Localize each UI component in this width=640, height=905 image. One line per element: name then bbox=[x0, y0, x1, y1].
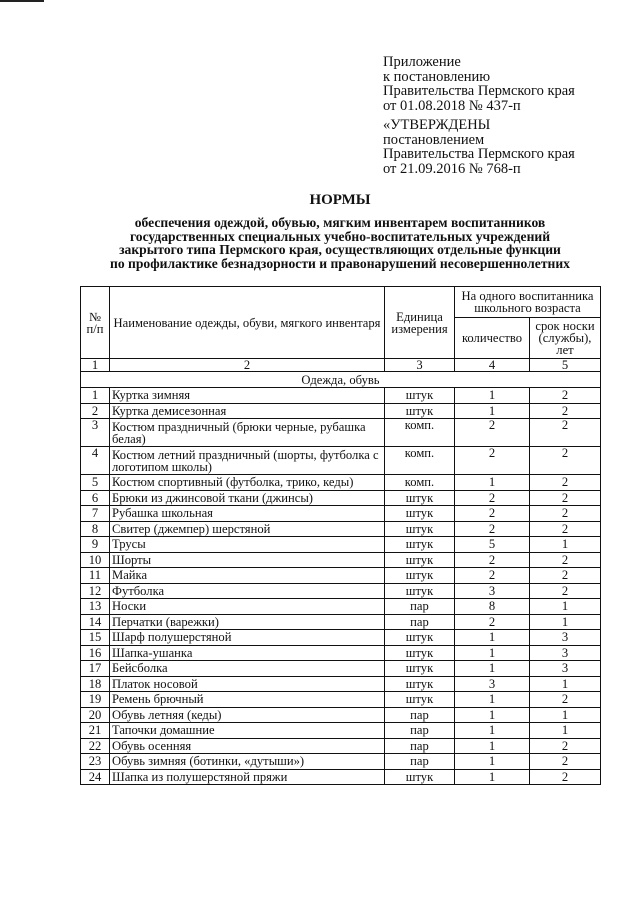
approved-line: Правительства Пермского края bbox=[383, 146, 575, 162]
table-row bbox=[81, 447, 601, 475]
table-row bbox=[81, 568, 601, 584]
table-row bbox=[81, 676, 601, 692]
row-num: 15 bbox=[81, 630, 110, 646]
table-row bbox=[81, 661, 601, 677]
section-title: Одежда, обувь bbox=[81, 372, 601, 388]
row-term: 2 bbox=[530, 692, 601, 708]
norms-table bbox=[80, 286, 601, 785]
row-unit: штук bbox=[385, 537, 455, 553]
column-number: 1 bbox=[81, 359, 110, 372]
row-term: 2 bbox=[530, 475, 601, 491]
row-term: 3 bbox=[530, 661, 601, 677]
annex-line: к постановлению bbox=[383, 68, 491, 85]
row-name: Майка bbox=[110, 568, 385, 584]
table-row bbox=[81, 388, 601, 404]
table-row bbox=[81, 583, 601, 599]
column-numbers-row bbox=[81, 359, 601, 372]
row-qty: 1 bbox=[455, 475, 530, 491]
row-num: 16 bbox=[81, 645, 110, 661]
row-term: 1 bbox=[530, 614, 601, 630]
row-term: 2 bbox=[530, 521, 601, 537]
row-name: Шапка-ушанка bbox=[110, 645, 385, 661]
row-num: 11 bbox=[81, 568, 110, 584]
table-row bbox=[81, 490, 601, 506]
row-qty: 1 bbox=[455, 403, 530, 419]
row-name: Куртка демисезонная bbox=[110, 403, 385, 419]
row-name: Тапочки домашние bbox=[110, 723, 385, 739]
annex-block bbox=[383, 55, 633, 113]
row-qty: 1 bbox=[455, 692, 530, 708]
table-row bbox=[81, 537, 601, 553]
column-number: 4 bbox=[455, 359, 530, 372]
approved-line: от 21.09.2016 № 768-п bbox=[383, 160, 521, 177]
row-unit: штук bbox=[385, 388, 455, 404]
row-qty: 1 bbox=[455, 723, 530, 739]
row-unit: штук bbox=[385, 630, 455, 646]
row-unit: штук bbox=[385, 490, 455, 506]
row-name: Носки bbox=[110, 599, 385, 615]
annex-line: Приложение bbox=[383, 54, 461, 70]
row-num: 6 bbox=[81, 490, 110, 506]
row-num: 3 bbox=[81, 419, 110, 447]
row-term: 2 bbox=[530, 583, 601, 599]
row-name: Шарф полушерстяной bbox=[110, 630, 385, 646]
row-qty: 1 bbox=[455, 630, 530, 646]
row-num: 17 bbox=[81, 661, 110, 677]
row-term: 2 bbox=[530, 738, 601, 754]
row-unit: пар bbox=[385, 723, 455, 739]
table-row bbox=[81, 614, 601, 630]
row-num: 5 bbox=[81, 475, 110, 491]
header-name: Наименование одежды, обуви, мягкого инвентаря bbox=[110, 287, 385, 359]
row-qty: 1 bbox=[455, 388, 530, 404]
row-qty: 1 bbox=[455, 661, 530, 677]
table-row bbox=[81, 419, 601, 447]
row-num: 24 bbox=[81, 769, 110, 785]
row-qty: 8 bbox=[455, 599, 530, 615]
row-term: 2 bbox=[530, 490, 601, 506]
row-name: Куртка зимняя bbox=[110, 388, 385, 404]
table-row bbox=[81, 506, 601, 522]
header-num: № п/п bbox=[81, 287, 110, 359]
row-term: 2 bbox=[530, 447, 601, 475]
row-name: Ремень брючный bbox=[110, 692, 385, 708]
row-unit: пар bbox=[385, 707, 455, 723]
row-name: Костюм спортивный (футболка, трико, кеды) bbox=[110, 475, 385, 491]
header-qty: количество bbox=[455, 318, 530, 359]
row-unit: штук bbox=[385, 769, 455, 785]
row-qty: 1 bbox=[455, 738, 530, 754]
approved-line: постановлением bbox=[383, 131, 485, 148]
row-name: Свитер (джемпер) шерстяной bbox=[110, 521, 385, 537]
row-unit: пар bbox=[385, 754, 455, 770]
row-qty: 1 bbox=[455, 769, 530, 785]
row-unit: штук bbox=[385, 506, 455, 522]
row-name: Бейсболка bbox=[110, 661, 385, 677]
row-term: 2 bbox=[530, 754, 601, 770]
row-qty: 1 bbox=[455, 645, 530, 661]
row-unit: штук bbox=[385, 676, 455, 692]
table-row bbox=[81, 723, 601, 739]
row-qty: 5 bbox=[455, 537, 530, 553]
row-term: 1 bbox=[530, 707, 601, 723]
table-row bbox=[81, 630, 601, 646]
annex-line: от 01.08.2018 № 437-п bbox=[383, 97, 521, 114]
row-unit: штук bbox=[385, 692, 455, 708]
column-number: 3 bbox=[385, 359, 455, 372]
row-unit: штук bbox=[385, 645, 455, 661]
header-group: На одного воспитанника школьного возраста bbox=[455, 287, 601, 318]
top-edge-line bbox=[0, 0, 44, 2]
row-unit: пар bbox=[385, 738, 455, 754]
row-unit: штук bbox=[385, 552, 455, 568]
row-qty: 2 bbox=[455, 447, 530, 475]
row-num: 22 bbox=[81, 738, 110, 754]
approved-line: «УТВЕРЖДЕНЫ bbox=[383, 117, 491, 133]
row-qty: 2 bbox=[455, 521, 530, 537]
row-unit: комп. bbox=[385, 447, 455, 475]
row-num: 21 bbox=[81, 723, 110, 739]
row-qty: 1 bbox=[455, 754, 530, 770]
row-name: Брюки из джинсовой ткани (джинсы) bbox=[110, 490, 385, 506]
row-qty: 2 bbox=[455, 552, 530, 568]
row-unit: комп. bbox=[385, 419, 455, 447]
row-term: 2 bbox=[530, 506, 601, 522]
row-name: Перчатки (варежки) bbox=[110, 614, 385, 630]
row-qty: 3 bbox=[455, 583, 530, 599]
row-term: 1 bbox=[530, 537, 601, 553]
row-qty: 3 bbox=[455, 676, 530, 692]
row-num: 14 bbox=[81, 614, 110, 630]
row-term: 2 bbox=[530, 552, 601, 568]
section-row bbox=[81, 372, 601, 388]
table-header-row bbox=[81, 287, 601, 318]
row-num: 4 bbox=[81, 447, 110, 475]
table-row bbox=[81, 475, 601, 491]
row-qty: 2 bbox=[455, 506, 530, 522]
table-row bbox=[81, 645, 601, 661]
row-num: 12 bbox=[81, 583, 110, 599]
row-name: Обувь осенняя bbox=[110, 738, 385, 754]
row-name: Футболка bbox=[110, 583, 385, 599]
row-name: Костюм летний праздничный (шорты, футболка с логотипом школы) bbox=[110, 447, 385, 475]
subtitle-line: по профилактике безнадзорности и правонарушений несовершеннолетних bbox=[110, 255, 570, 271]
row-unit: пар bbox=[385, 614, 455, 630]
row-num: 8 bbox=[81, 521, 110, 537]
row-name: Трусы bbox=[110, 537, 385, 553]
row-num: 13 bbox=[81, 599, 110, 615]
row-name: Рубашка школьная bbox=[110, 506, 385, 522]
subtitle-line: обеспечения одеждой, обувью, мягким инвентарем воспитанников bbox=[134, 215, 546, 230]
row-name: Обувь летняя (кеды) bbox=[110, 707, 385, 723]
table-row bbox=[81, 707, 601, 723]
approved-block bbox=[383, 118, 633, 176]
table-row bbox=[81, 692, 601, 708]
row-term: 3 bbox=[530, 630, 601, 646]
row-num: 23 bbox=[81, 754, 110, 770]
annex-line: Правительства Пермского края bbox=[383, 83, 575, 99]
column-number: 5 bbox=[530, 359, 601, 372]
row-num: 7 bbox=[81, 506, 110, 522]
table-row bbox=[81, 552, 601, 568]
document-subtitle bbox=[40, 216, 640, 270]
table-row bbox=[81, 521, 601, 537]
document-title: НОРМЫ bbox=[309, 192, 371, 208]
row-term: 1 bbox=[530, 676, 601, 692]
row-name: Шапка из полушерстяной пряжи bbox=[110, 769, 385, 785]
row-num: 19 bbox=[81, 692, 110, 708]
row-name: Платок носовой bbox=[110, 676, 385, 692]
table-row bbox=[81, 754, 601, 770]
row-name: Обувь зимняя (ботинки, «дутыши») bbox=[110, 754, 385, 770]
table-row bbox=[81, 599, 601, 615]
row-term: 2 bbox=[530, 403, 601, 419]
row-term: 2 bbox=[530, 769, 601, 785]
row-name: Костюм праздничный (брюки черные, рубашка белая) bbox=[110, 419, 385, 447]
row-unit: штук bbox=[385, 583, 455, 599]
row-num: 2 bbox=[81, 403, 110, 419]
row-num: 1 bbox=[81, 388, 110, 404]
subtitle-line: государственных специальных учебно-воспитательных учреждений bbox=[129, 228, 551, 244]
row-unit: пар bbox=[385, 599, 455, 615]
row-num: 18 bbox=[81, 676, 110, 692]
row-unit: комп. bbox=[385, 475, 455, 491]
row-qty: 2 bbox=[455, 490, 530, 506]
row-term: 2 bbox=[530, 388, 601, 404]
row-name: Шорты bbox=[110, 552, 385, 568]
row-qty: 2 bbox=[455, 614, 530, 630]
row-qty: 1 bbox=[455, 707, 530, 723]
row-term: 1 bbox=[530, 723, 601, 739]
row-num: 10 bbox=[81, 552, 110, 568]
header-term: срок носки (службы), лет bbox=[530, 318, 601, 359]
row-unit: штук bbox=[385, 568, 455, 584]
row-unit: штук bbox=[385, 661, 455, 677]
table-row bbox=[81, 738, 601, 754]
row-num: 9 bbox=[81, 537, 110, 553]
row-qty: 2 bbox=[455, 568, 530, 584]
row-unit: штук bbox=[385, 403, 455, 419]
row-qty: 2 bbox=[455, 419, 530, 447]
row-num: 20 bbox=[81, 707, 110, 723]
row-unit: штук bbox=[385, 521, 455, 537]
column-number: 2 bbox=[110, 359, 385, 372]
row-term: 3 bbox=[530, 645, 601, 661]
header-unit: Единица измерения bbox=[385, 287, 455, 359]
table-row bbox=[81, 403, 601, 419]
row-term: 1 bbox=[530, 599, 601, 615]
row-term: 2 bbox=[530, 419, 601, 447]
table-row bbox=[81, 769, 601, 785]
row-term: 2 bbox=[530, 568, 601, 584]
subtitle-line: закрытого типа Пермского края, осуществляющих отдельные функции bbox=[119, 242, 561, 257]
